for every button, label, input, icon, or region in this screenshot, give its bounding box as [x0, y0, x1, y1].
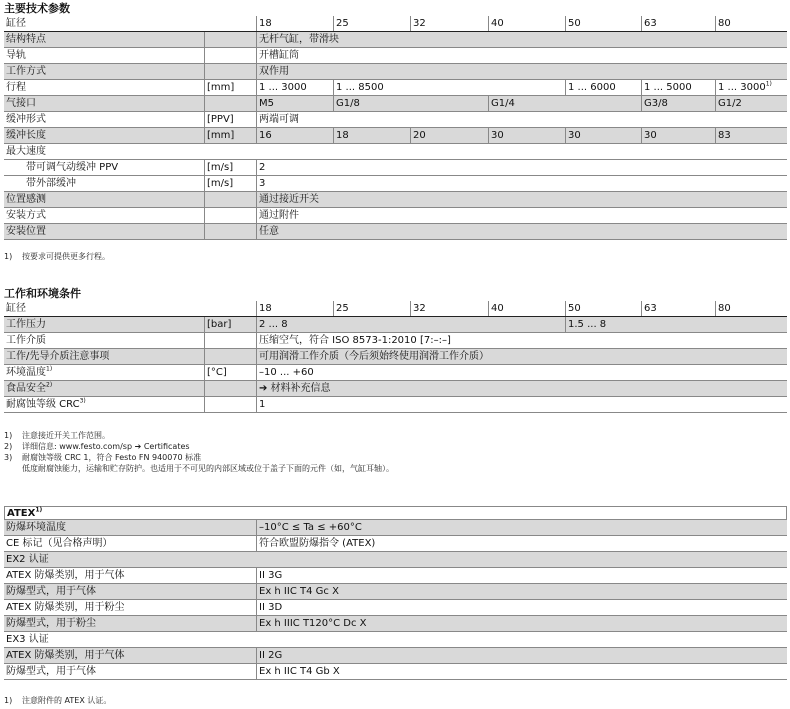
row-label: 结构特点	[6, 34, 46, 45]
header-col: 40	[491, 303, 504, 314]
atex-label: 防爆型式，用于粉尘	[6, 618, 96, 629]
footnote: 2) 详细信息: www.festo.com/sp ➔ Certificates	[4, 442, 190, 451]
footnote: 1) 注意接近开关工作范围。	[4, 431, 110, 440]
cell-value: 83	[718, 130, 731, 141]
cell-value: 2 ... 8	[259, 319, 288, 330]
footnote: 1) 按要求可提供更多行程。	[4, 252, 110, 261]
env-section	[4, 287, 787, 413]
cell-value: 1 ... 8500	[336, 82, 384, 93]
tech-footnotes	[4, 251, 784, 262]
table-row	[4, 96, 787, 112]
footnote: 低度耐腐蚀能力，运输和贮存防护。也适用于不可见的内部区域或位于盖子下面的元件（如，气缸耳轴）。	[22, 464, 394, 473]
atex-table	[4, 520, 787, 680]
atex-label: 防爆环境温度	[6, 522, 66, 533]
cell-value: 1 ... 3000	[259, 82, 307, 93]
table-row	[4, 144, 787, 160]
row-unit: [m/s]	[207, 178, 234, 189]
atex-value: 符合欧盟防爆指令 (ATEX)	[259, 538, 376, 549]
atex-value: –10°C ≤ Ta ≤ +60°C	[259, 522, 362, 533]
row-unit: [PPV]	[207, 114, 234, 125]
unit-divider	[204, 112, 205, 127]
cell-value: 2	[259, 162, 266, 173]
atex-value: Ex h IIC T4 Gb X	[259, 666, 340, 677]
cell-value: 3	[259, 178, 266, 189]
header-col: 80	[718, 303, 731, 314]
row-label: 耐腐蚀等级 CRC$^{3)}$	[6, 397, 86, 410]
cell-value: 1 ... 3000$^{1)}$	[718, 80, 772, 93]
row-unit: [°C]	[207, 367, 227, 378]
atex-row	[4, 520, 787, 536]
env-table	[4, 301, 787, 413]
table-row	[4, 317, 787, 333]
cell-value: ➔ 材料补充信息	[259, 383, 331, 394]
cell-value: 无杆气缸，带滑块	[259, 34, 339, 45]
row-label: 缓冲长度	[6, 130, 46, 141]
row-label: 缓冲形式	[6, 114, 46, 125]
atex-section	[4, 506, 787, 680]
row-unit: [bar]	[207, 319, 232, 330]
footnote: 1) 注意附件的 ATEX 认证。	[4, 696, 112, 705]
cell-value: 开槽缸筒	[259, 50, 299, 61]
cell-value: 通过附件	[259, 210, 299, 221]
atex-label: ATEX 防爆类别，用于气体	[6, 650, 125, 661]
header-col: 18	[259, 18, 272, 29]
atex-label: 防爆型式，用于气体	[6, 666, 96, 677]
table-row	[4, 176, 787, 192]
table-row	[4, 381, 787, 397]
atex-row	[4, 616, 787, 632]
atex-label: EX2 认证	[6, 554, 49, 565]
header-col: 40	[491, 18, 504, 29]
header-col: 32	[413, 18, 426, 29]
row-label: 最大速度	[6, 146, 46, 157]
tech-title: 主要技术参数	[4, 2, 70, 15]
cell-value: M5	[259, 98, 274, 109]
table-row	[4, 48, 787, 64]
unit-divider	[204, 224, 205, 239]
atex-label: 防爆型式，用于气体	[6, 586, 96, 597]
header-col: 18	[259, 303, 272, 314]
atex-row	[4, 584, 787, 600]
cell-value: 16	[259, 130, 272, 141]
row-label: 行程	[6, 82, 26, 93]
table-row	[4, 333, 787, 349]
table-row	[4, 80, 787, 96]
row-label: 工作压力	[6, 319, 46, 330]
table-row	[4, 349, 787, 365]
cell-value: G3/8	[644, 98, 668, 109]
row-label: 工作介质	[6, 335, 46, 346]
atex-label: ATEX 防爆类别，用于气体	[6, 570, 125, 581]
cell-value: G1/2	[718, 98, 742, 109]
cell-value: –10 ... +60	[259, 367, 314, 378]
cell-value: G1/8	[336, 98, 360, 109]
atex-value: Ex h IIIC T120°C Dc X	[259, 618, 367, 629]
header-col: 80	[718, 18, 731, 29]
unit-divider	[204, 349, 205, 364]
row-label: 工作方式	[6, 66, 46, 77]
unit-divider	[204, 160, 205, 175]
table-row	[4, 192, 787, 208]
cell-value: 18	[336, 130, 349, 141]
unit-divider	[204, 32, 205, 47]
header-col: 25	[336, 18, 349, 29]
cell-value: 1 ... 5000	[644, 82, 692, 93]
cell-value: 30	[491, 130, 504, 141]
atex-label: CE 标记（见合格声明）	[6, 538, 113, 549]
tech-section	[4, 2, 787, 240]
cell-value: 1 ... 6000	[568, 82, 616, 93]
table-header-row	[4, 16, 787, 32]
atex-title: ATEX$^{1)}$	[4, 506, 787, 520]
header-col: 32	[413, 303, 426, 314]
header-col: 63	[644, 18, 657, 29]
cell-value: 30	[644, 130, 657, 141]
atex-label: EX3 认证	[6, 634, 49, 645]
atex-value: II 3G	[259, 570, 283, 581]
tech-table	[4, 16, 787, 240]
cell-value: 任意	[259, 226, 279, 237]
table-row	[4, 397, 787, 413]
cell-value: 20	[413, 130, 426, 141]
table-row	[4, 64, 787, 80]
unit-divider	[204, 397, 205, 412]
row-unit: [m/s]	[207, 162, 234, 173]
atex-row	[4, 664, 787, 680]
atex-value: Ex h IIC T4 Gc X	[259, 586, 339, 597]
unit-divider	[204, 128, 205, 143]
cell-value: 通过接近开关	[259, 194, 319, 205]
row-label: 位置感测	[6, 194, 46, 205]
unit-divider	[204, 64, 205, 79]
cell-value: 1	[259, 399, 266, 410]
atex-row	[4, 600, 787, 616]
table-row	[4, 112, 787, 128]
cell-value: 两端可调	[259, 114, 299, 125]
row-label: 环境温度$^{1)}$	[6, 365, 53, 378]
unit-divider	[204, 96, 205, 111]
row-label: 食品安全$^{2)}$	[6, 381, 53, 394]
env-footnotes	[4, 430, 784, 474]
cell-value: 30	[568, 130, 581, 141]
cell-value: 1.5 ... 8	[568, 319, 607, 330]
cell-value: G1/4	[491, 98, 515, 109]
atex-row	[4, 536, 787, 552]
atex-row	[4, 632, 787, 648]
footnote: 3) 耐腐蚀等级 CRC 1，符合 Festo FN 940070 标准	[4, 453, 202, 462]
atex-row	[4, 552, 787, 568]
header-col: 63	[644, 303, 657, 314]
atex-value: II 3D	[259, 602, 283, 613]
table-row	[4, 128, 787, 144]
atex-label: ATEX 防爆类别，用于粉尘	[6, 602, 125, 613]
header-col: 25	[336, 303, 349, 314]
unit-divider	[204, 317, 205, 332]
row-unit: [mm]	[207, 82, 235, 93]
table-row	[4, 32, 787, 48]
unit-divider	[204, 192, 205, 207]
atex-row	[4, 568, 787, 584]
row-label: 安装方式	[6, 210, 46, 221]
header-label: 缸径	[6, 18, 26, 29]
atex-footnotes	[4, 695, 784, 706]
table-row	[4, 208, 787, 224]
table-row	[4, 365, 787, 381]
atex-row	[4, 648, 787, 664]
unit-divider	[204, 365, 205, 380]
atex-value: II 2G	[259, 650, 283, 661]
cell-value: 可用润滑工作介质（今后须始终使用润滑工作介质）	[259, 351, 489, 362]
row-label: 带可调气动缓冲 PPV	[26, 162, 119, 173]
table-row	[4, 224, 787, 240]
row-label: 气接口	[6, 98, 36, 109]
row-label: 带外部缓冲	[26, 178, 76, 189]
unit-divider	[204, 176, 205, 191]
cell-value: 双作用	[259, 66, 289, 77]
row-label: 导轨	[6, 50, 26, 61]
header-col: 50	[568, 18, 581, 29]
row-unit: [mm]	[207, 130, 235, 141]
cell-value: 压缩空气，符合 ISO 8573-1:2010 [7:–:–]	[259, 335, 451, 346]
unit-divider	[204, 333, 205, 348]
unit-divider	[204, 381, 205, 396]
unit-divider	[204, 48, 205, 63]
env-title: 工作和环境条件	[4, 287, 81, 300]
header-label: 缸径	[6, 303, 26, 314]
unit-divider	[204, 208, 205, 223]
table-row	[4, 160, 787, 176]
table-header-row	[4, 301, 787, 317]
row-label: 工作/先导介质注意事项	[6, 351, 110, 362]
row-label: 安装位置	[6, 226, 46, 237]
header-col: 50	[568, 303, 581, 314]
unit-divider	[204, 80, 205, 95]
